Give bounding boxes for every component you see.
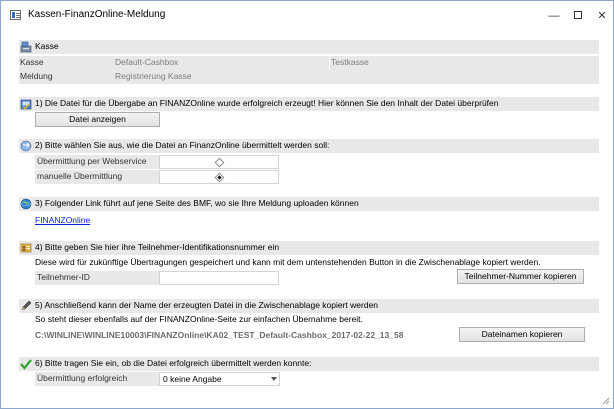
- step1-header: [19, 97, 599, 111]
- teilnehmer-id-label: Teilnehmer-ID: [35, 271, 159, 285]
- maximize-button[interactable]: [567, 6, 589, 26]
- id-card-icon: [20, 242, 32, 254]
- transfer-success-select[interactable]: [159, 372, 280, 386]
- meldung-label: Meldung: [20, 71, 53, 81]
- copy-participant-number-button[interactable]: Teilnehmer-Nummer kopieren: [457, 269, 584, 284]
- step6-header: [19, 357, 599, 371]
- step5-header: [19, 299, 599, 313]
- kasse-label: Kasse: [20, 57, 44, 67]
- step3-header: [19, 197, 599, 211]
- webservice-option-label: Übermittlung per Webservice: [35, 155, 159, 169]
- teilnehmer-id-input[interactable]: [159, 271, 279, 285]
- dialog-content: [1, 31, 613, 408]
- transfer-icon: [20, 140, 32, 152]
- title-bar[interactable]: [1, 1, 613, 31]
- close-button[interactable]: ✕: [597, 10, 607, 22]
- cash-register-icon: [20, 41, 32, 53]
- webservice-option-box[interactable]: [159, 155, 279, 169]
- step5-title: 5) Anschließend kann der Name der erzeugten Datei in die Zwischenablage kopiert werden: [35, 300, 379, 310]
- kasse-row: [19, 56, 599, 70]
- kasse-section-header: [19, 40, 599, 54]
- divider: [329, 56, 330, 70]
- copy-filename-button[interactable]: Dateinamen kopieren: [459, 327, 585, 342]
- finanzonline-link[interactable]: FINANZOnline: [35, 215, 91, 225]
- show-file-button[interactable]: Datei anzeigen: [35, 112, 160, 127]
- minimize-button[interactable]: —: [548, 10, 560, 22]
- chevron-down-icon: [271, 377, 277, 381]
- step2-header: [19, 139, 599, 153]
- meldung-value: Registrierung Kasse: [115, 71, 192, 81]
- file-path-text: C:\WINLINE\WINLINE10003\FINANZOnline\KA02_TEST_Default-Cashbox_2017-02-22_13_58: [35, 330, 404, 340]
- step4-header: [19, 241, 599, 255]
- manual-radio[interactable]: [215, 173, 225, 183]
- transfer-success-value: 0 keine Angabe: [163, 374, 222, 384]
- step4-title: 4) Bitte geben Sie hier ihre Teilnehmer-Identifikationsnummer ein: [35, 242, 280, 252]
- step4-info: Diese wird für zukünftige Übertragungen gespeichert und kann mit dem untenstehenden Button in die Zwischenablage kopiert werden.: [35, 257, 541, 267]
- manual-option-label: manuelle Übermittlung: [35, 170, 159, 184]
- step3-title: 3) Folgender Link führt auf jene Seite des BMF, wo sie Ihre Meldung uploaden können: [35, 198, 359, 208]
- resize-grip-icon[interactable]: [601, 396, 610, 405]
- globe-icon: [20, 198, 32, 210]
- step1-title: 1) Die Datei für die Übergabe an FINANZOnline wurde erfolgreich erzeugt! Hier können Sie den Inhalt der Datei überprüfen: [35, 98, 499, 108]
- webservice-radio[interactable]: [215, 158, 225, 168]
- checkmark-icon: [20, 358, 32, 370]
- kasse-value-2: Testkasse: [331, 57, 369, 67]
- file-check-icon: [20, 98, 32, 110]
- window-title: Kassen-FinanzOnline-Meldung: [28, 9, 166, 20]
- kasse-value: Default-Cashbox: [115, 57, 179, 67]
- maximize-icon: [574, 11, 582, 19]
- meldung-row: [19, 70, 599, 84]
- pen-icon: [20, 300, 32, 312]
- step6-title: 6) Bitte tragen Sie ein, ob die Datei erfolgreich übermittelt werden konnte:: [35, 358, 312, 368]
- step2-title: 2) Bitte wählen Sie aus, wie die Datei an FinanzOnline übermittelt werden soll:: [35, 140, 330, 150]
- app-icon: [10, 10, 21, 20]
- manual-option-box[interactable]: [159, 170, 279, 184]
- kasse-section-title: Kasse: [35, 41, 59, 51]
- step5-info: So steht dieser ebenfalls auf der FINANZOnline-Seite zur einfachen Übernahme bereit.: [35, 314, 363, 324]
- transfer-success-label: Übermittlung erfolgreich: [35, 372, 159, 386]
